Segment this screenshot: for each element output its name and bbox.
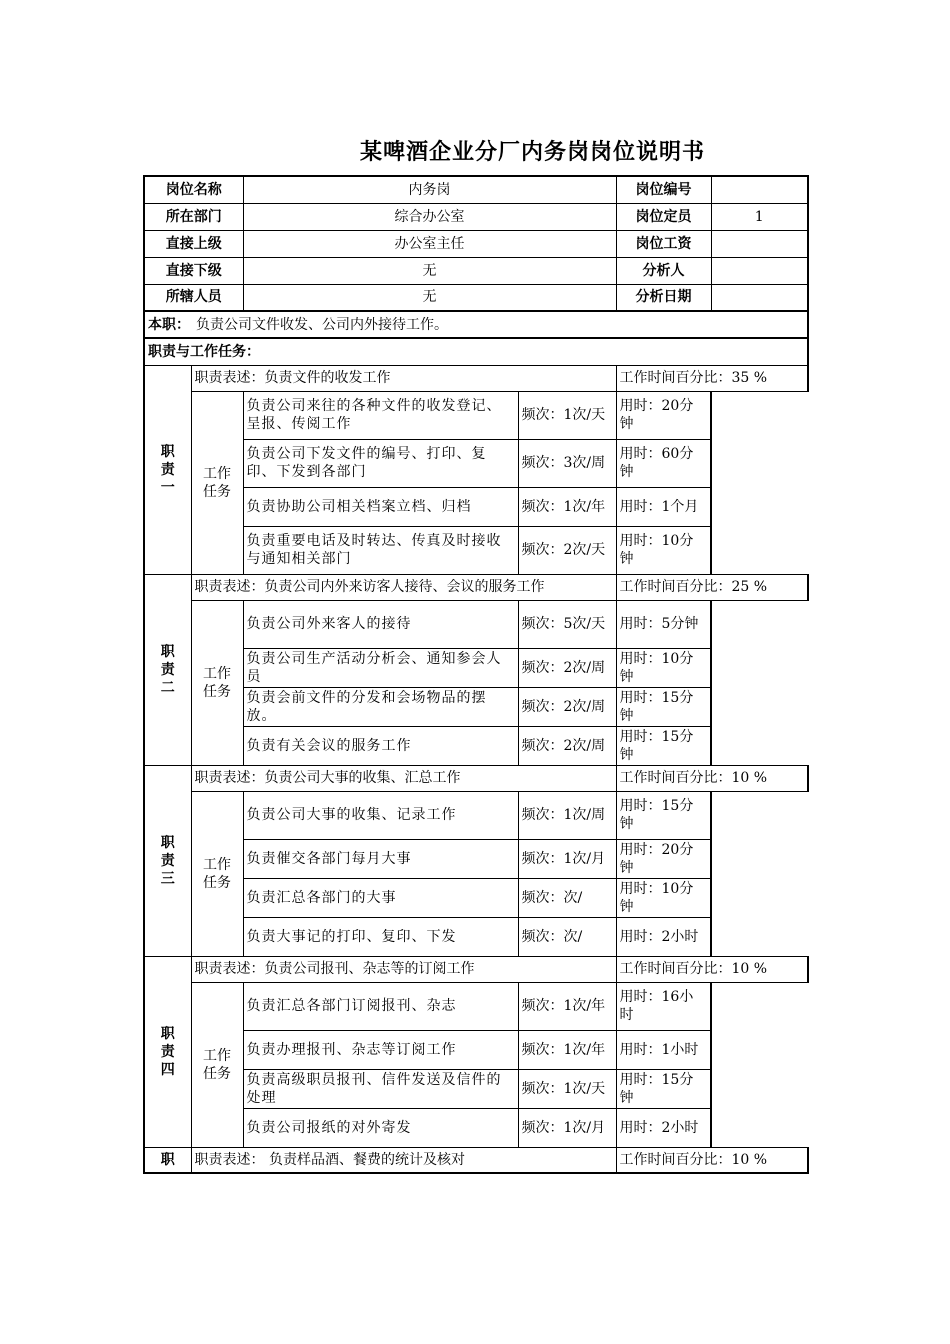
task-row bbox=[144, 1069, 808, 1108]
task-frequency: 频次：1次/月 bbox=[518, 1108, 616, 1147]
task-frequency: 频次：3次/周 bbox=[518, 439, 616, 487]
duty-label: 职 责 四 bbox=[144, 956, 191, 1147]
task-duration: 用时：10分钟 bbox=[616, 526, 711, 574]
info-row bbox=[144, 230, 808, 257]
duty-time-percent: 工作时间百分比：10 % bbox=[616, 1147, 808, 1173]
task-row bbox=[144, 839, 808, 878]
task-duration: 用时：16小时 bbox=[616, 982, 711, 1030]
task-row bbox=[144, 648, 808, 687]
task-duration: 用时：15分钟 bbox=[616, 726, 711, 765]
task-frequency: 频次：次/ bbox=[518, 917, 616, 956]
duty-description-row bbox=[144, 765, 808, 791]
info-value bbox=[711, 257, 808, 284]
task-duration: 用时：10分钟 bbox=[616, 648, 711, 687]
task-duration: 用时：60分钟 bbox=[616, 439, 711, 487]
table-body bbox=[144, 176, 808, 1173]
duty-description-row bbox=[144, 365, 808, 391]
task-row bbox=[144, 878, 808, 917]
task-row bbox=[144, 726, 808, 765]
task-text: 负责有关会议的服务工作 bbox=[243, 726, 518, 765]
task-duration: 用时：2小时 bbox=[616, 917, 711, 956]
task-duration: 用时：10分钟 bbox=[616, 878, 711, 917]
task-text: 负责公司报纸的对外寄发 bbox=[243, 1108, 518, 1147]
task-frequency: 频次：2次/周 bbox=[518, 687, 616, 726]
task-row bbox=[144, 982, 808, 1030]
responsibilities-header: 职责与工作任务： bbox=[144, 338, 808, 365]
info-row bbox=[144, 257, 808, 284]
task-frequency: 频次：1次/年 bbox=[518, 982, 616, 1030]
duty-time-percent: 工作时间百分比：10 % bbox=[616, 956, 808, 982]
task-text: 负责公司下发文件的编号、打印、复印、下发到各部门 bbox=[243, 439, 518, 487]
task-text: 负责汇总各部门订阅报刊、杂志 bbox=[243, 982, 518, 1030]
task-text: 负责重要电话及时转达、传真及时接收与通知相关部门 bbox=[243, 526, 518, 574]
info-label: 所在部门 bbox=[144, 203, 243, 230]
task-text: 负责会前文件的分发和会场物品的摆放。 bbox=[243, 687, 518, 726]
duty-description: 职责表述： 负责样品酒、餐费的统计及核对 bbox=[191, 1147, 616, 1173]
task-row bbox=[144, 487, 808, 526]
task-duration: 用时：20分钟 bbox=[616, 391, 711, 439]
task-frequency: 频次：2次/周 bbox=[518, 726, 616, 765]
duty-summary-cell bbox=[144, 311, 808, 338]
info-value bbox=[711, 176, 808, 203]
info-label: 直接上级 bbox=[144, 230, 243, 257]
info-label: 所辖人员 bbox=[144, 284, 243, 311]
info-value: 无 bbox=[243, 284, 616, 311]
duty-time-percent: 工作时间百分比：35 % bbox=[616, 365, 808, 391]
task-text: 负责大事记的打印、复印、下发 bbox=[243, 917, 518, 956]
info-label: 分析人 bbox=[616, 257, 711, 284]
task-row bbox=[144, 1030, 808, 1069]
duty-description-row bbox=[144, 574, 808, 600]
task-frequency: 频次：1次/年 bbox=[518, 487, 616, 526]
info-label: 分析日期 bbox=[616, 284, 711, 311]
duty-description-row bbox=[144, 1147, 808, 1173]
duty-time-percent: 工作时间百分比：10 % bbox=[616, 765, 808, 791]
info-row bbox=[144, 203, 808, 230]
duty-label: 职 责 二 bbox=[144, 574, 191, 765]
task-frequency: 频次：1次/年 bbox=[518, 1030, 616, 1069]
info-row bbox=[144, 176, 808, 203]
task-frequency: 频次：1次/周 bbox=[518, 791, 616, 839]
task-duration: 用时：15分钟 bbox=[616, 687, 711, 726]
info-label: 岗位工资 bbox=[616, 230, 711, 257]
task-text: 负责公司来往的各种文件的收发登记、呈报、传阅工作 bbox=[243, 391, 518, 439]
task-duration: 用时：15分钟 bbox=[616, 1069, 711, 1108]
task-row bbox=[144, 917, 808, 956]
task-text: 负责办理报刊、杂志等订阅工作 bbox=[243, 1030, 518, 1069]
info-value bbox=[711, 230, 808, 257]
task-text: 负责公司生产活动分析会、通知参会人员 bbox=[243, 648, 518, 687]
duty-description: 职责表述：负责文件的收发工作 bbox=[191, 365, 616, 391]
task-duration: 用时：15分钟 bbox=[616, 791, 711, 839]
responsibilities-header-row bbox=[144, 338, 808, 365]
work-tasks-label: 工作 任务 bbox=[191, 600, 243, 765]
duty-description: 职责表述：负责公司内外来访客人接待、会议的服务工作 bbox=[191, 574, 616, 600]
info-value: 内务岗 bbox=[243, 176, 616, 203]
info-value: 1 bbox=[711, 203, 808, 230]
task-duration: 用时：1个月 bbox=[616, 487, 711, 526]
task-text: 负责汇总各部门的大事 bbox=[243, 878, 518, 917]
info-value: 无 bbox=[243, 257, 616, 284]
info-label: 岗位定员 bbox=[616, 203, 711, 230]
task-text: 负责协助公司相关档案立档、归档 bbox=[243, 487, 518, 526]
task-row bbox=[144, 526, 808, 574]
work-tasks-label: 工作 任务 bbox=[191, 982, 243, 1147]
task-duration: 用时：2小时 bbox=[616, 1108, 711, 1147]
duty-description: 职责表述：负责公司报刊、杂志等的订阅工作 bbox=[191, 956, 616, 982]
info-value bbox=[711, 284, 808, 311]
task-text: 负责高级职员报刊、信件发送及信件的处理 bbox=[243, 1069, 518, 1108]
duty-time-percent: 工作时间百分比：25 % bbox=[616, 574, 808, 600]
info-label: 岗位编号 bbox=[616, 176, 711, 203]
task-frequency: 频次：1次/天 bbox=[518, 391, 616, 439]
task-frequency: 频次：1次/天 bbox=[518, 1069, 616, 1108]
task-row bbox=[144, 439, 808, 487]
duty-summary-text: 负责公司文件收发、公司内外接待工作。 bbox=[196, 316, 448, 333]
duty-label: 职 责 三 bbox=[144, 765, 191, 956]
task-row bbox=[144, 600, 808, 648]
task-frequency: 频次：次/ bbox=[518, 878, 616, 917]
task-frequency: 频次：2次/天 bbox=[518, 526, 616, 574]
job-description-table bbox=[143, 175, 809, 1174]
task-text: 负责公司大事的收集、记录工作 bbox=[243, 791, 518, 839]
info-label: 岗位名称 bbox=[144, 176, 243, 203]
duty-summary-label: 本职： bbox=[148, 316, 190, 333]
document-title: 某啤酒企业分厂内务岗岗位说明书 bbox=[360, 140, 706, 165]
info-value: 综合办公室 bbox=[243, 203, 616, 230]
duty-description-row bbox=[144, 956, 808, 982]
work-tasks-label: 工作 任务 bbox=[191, 791, 243, 956]
duty-description: 职责表述：负责公司大事的收集、汇总工作 bbox=[191, 765, 616, 791]
task-duration: 用时：20分钟 bbox=[616, 839, 711, 878]
duty-summary-row bbox=[144, 311, 808, 338]
info-row bbox=[144, 284, 808, 311]
duty-label: 职 责 一 bbox=[144, 365, 191, 574]
task-row bbox=[144, 1108, 808, 1147]
task-duration: 用时：1小时 bbox=[616, 1030, 711, 1069]
info-value: 办公室主任 bbox=[243, 230, 616, 257]
task-row bbox=[144, 791, 808, 839]
work-tasks-label: 工作 任务 bbox=[191, 391, 243, 574]
task-frequency: 频次：1次/月 bbox=[518, 839, 616, 878]
task-duration: 用时：5分钟 bbox=[616, 600, 711, 648]
task-text: 负责催交各部门每月大事 bbox=[243, 839, 518, 878]
task-row bbox=[144, 687, 808, 726]
task-text: 负责公司外来客人的接待 bbox=[243, 600, 518, 648]
task-row bbox=[144, 391, 808, 439]
task-frequency: 频次：2次/周 bbox=[518, 648, 616, 687]
task-frequency: 频次：5次/天 bbox=[518, 600, 616, 648]
info-label: 直接下级 bbox=[144, 257, 243, 284]
duty-label: 职 bbox=[144, 1147, 191, 1173]
